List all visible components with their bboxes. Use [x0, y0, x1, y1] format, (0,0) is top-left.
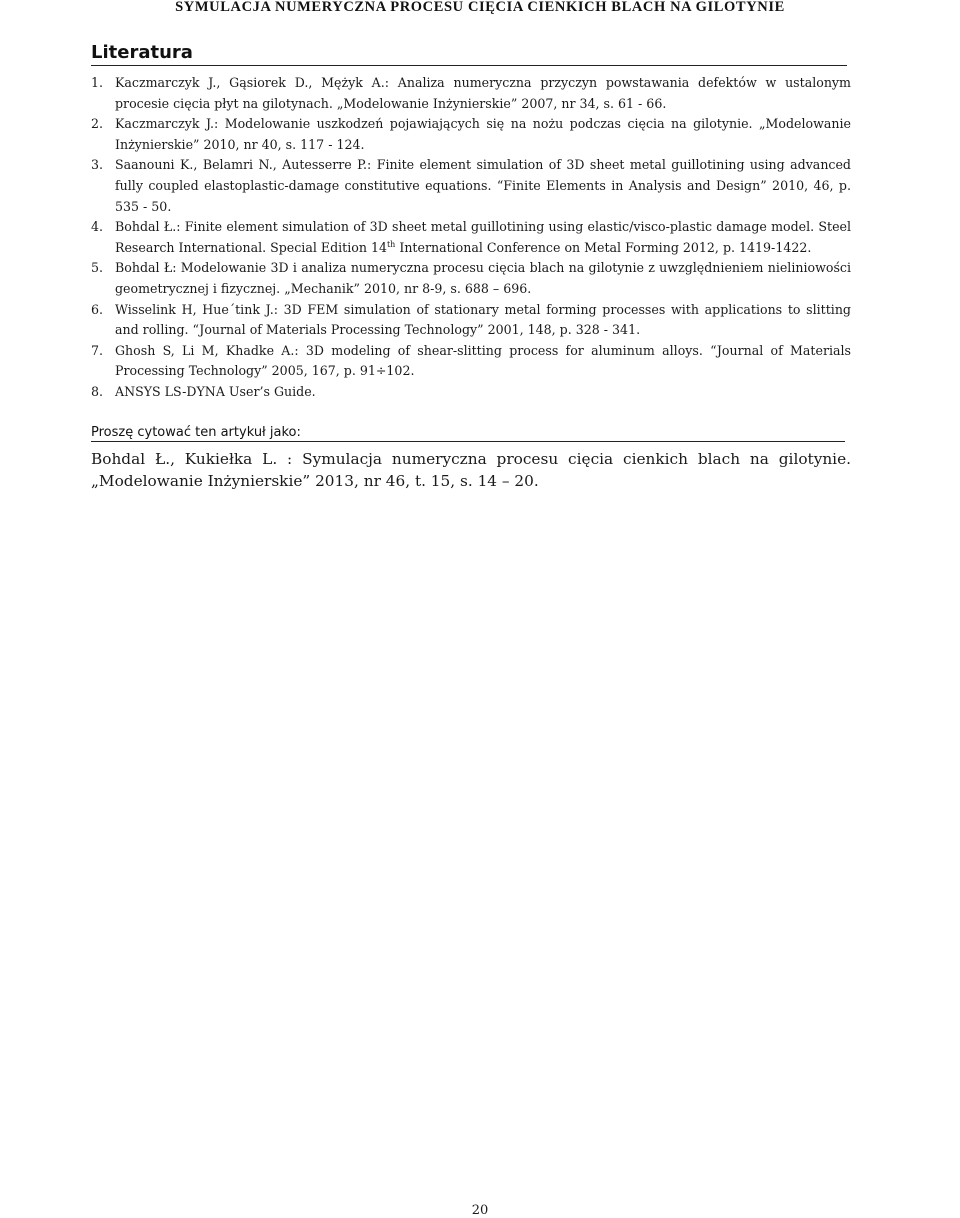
- reference-text: Ghosh S, Li M, Khadke A.: 3D modeling of shear-slitting process for aluminum alloys. “Journal of Materials Processing Technology” 2005, 167, p. 91÷102.: [115, 342, 851, 379]
- reference-item: [91, 155, 851, 217]
- citation-rule: [91, 441, 845, 442]
- reference-item: [91, 217, 851, 258]
- reference-text: ANSYS LS-DYNA User’s Guide.: [115, 383, 316, 399]
- reference-number: 1.: [91, 75, 104, 90]
- section-title: Literatura: [91, 42, 193, 63]
- ordinal-superscript: th: [386, 239, 396, 249]
- reference-number: 8.: [91, 383, 104, 399]
- reference-number: 7.: [91, 342, 104, 358]
- running-header: SYMULACJA NUMERYCZNA PROCESU CIĘCIA CIENKICH BLACH NA GILOTYNIE: [175, 0, 785, 15]
- reference-item: [91, 114, 851, 155]
- reference-item: [91, 341, 851, 382]
- reference-text: [115, 219, 851, 255]
- reference-text: Saanouni K., Belamri N., Autesserre P.: Finite element simulation of 3D sheet metal guillotining using advanced fully coupled elastoplastic-damage constitutive equations. “Finite Elements in Analysis and Design” 2010, 46, p. 535 - 50.: [115, 157, 851, 214]
- reference-number: 4.: [91, 219, 104, 235]
- section-rule: [91, 65, 847, 66]
- reference-item: [91, 73, 851, 114]
- reference-item: [91, 382, 851, 403]
- reference-text-part: International Conference on Metal Forming 2012, p. 1419-1422.: [395, 239, 812, 255]
- page-number: 20: [471, 1203, 489, 1218]
- reference-text: Wisselink H, Hue´tink J.: 3D FEM simulation of stationary metal forming processes with applications to slitting and rolling. “Journal of Materials Processing Technology” 2001, 148, p. 328 - 341.: [115, 301, 851, 338]
- reference-number: 6.: [91, 301, 104, 317]
- reference-text-part: Bohdal Ł.: Finite element simulation of 3D sheet metal guillotining using elastic/visco-plastic damage model. Steel Research International. Special Edition 14: [115, 219, 851, 255]
- reference-item: [91, 300, 851, 341]
- reference-text: Kaczmarczyk J., Gąsiorek D., Mężyk A.: Analiza numeryczna przyczyn powstawania defektów w ustalonym procesie cięcia płyt na gilotynach. „Modelowanie Inżynierskie” 2007, nr 34, s. 61 - 66.: [115, 75, 851, 111]
- reference-number: 5.: [91, 260, 104, 276]
- reference-text: Bohdal Ł: Modelowanie 3D i analiza numeryczna procesu cięcia blach na gilotynie z uwzględnieniem nieliniowości geometrycznej i fizycznej. „Mechanik” 2010, nr 8-9, s. 688 – 696.: [115, 260, 851, 296]
- reference-item: [91, 258, 851, 299]
- reference-number: 2.: [91, 116, 104, 132]
- reference-list: [91, 73, 851, 403]
- citation-text: Bohdal Ł., Kukiełka L. : Symulacja numeryczna procesu cięcia cienkich blach na gilotynie. „Modelowanie Inżynierskie” 2013, nr 46, t. 15, s. 14 – 20.: [91, 450, 851, 490]
- reference-text: Kaczmarczyk J.: Modelowanie uszkodzeń pojawiających się na nożu podczas cięcia na gilotynie. „Modelowanie Inżynierskie” 2010, nr 40, s. 117 - 124.: [115, 116, 851, 152]
- citation-label: Proszę cytować ten artykuł jako:: [91, 425, 301, 440]
- reference-number: 3.: [91, 157, 104, 173]
